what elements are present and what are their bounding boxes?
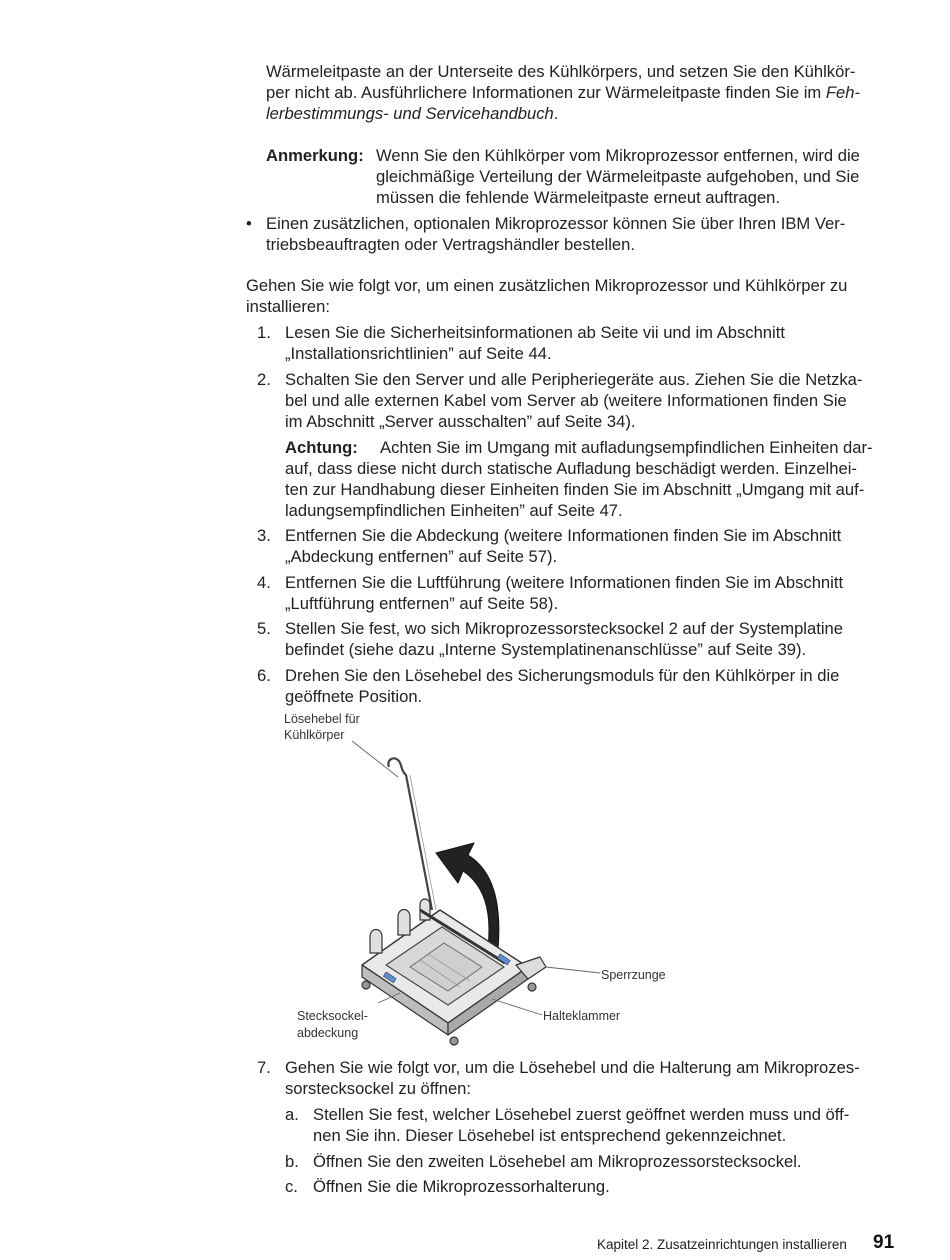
release-lever-rod xyxy=(388,758,432,910)
clip-leader-line xyxy=(492,999,542,1015)
note-line-3: müssen die fehlende Wärmeleitpaste erneut auftragen. xyxy=(376,188,781,207)
label-clip: Halteklammer xyxy=(543,1009,621,1023)
step-1-number: 1. xyxy=(257,323,271,342)
step-6-line-1: Drehen Sie den Lösehebel des Sicherungsmoduls für den Kühlkörper in die xyxy=(285,666,840,685)
label-lever-line-1: Lösehebel für xyxy=(284,712,360,726)
attention-line-3: ten zur Handhabung dieser Einheiten finden Sie im Abschnitt „Umgang mit auf- xyxy=(285,480,865,499)
step-7-number: 7. xyxy=(257,1058,271,1077)
intro-line-3-end: . xyxy=(553,104,559,123)
step-7-line-2: sorstecksockel zu öffnen: xyxy=(285,1079,472,1098)
attention-line-1: Achten Sie im Umgang mit aufladungsempfindlichen Einheiten dar- xyxy=(380,438,873,457)
substep-c-line-1: Öffnen Sie die Mikroprozessorhalterung. xyxy=(313,1177,610,1196)
page-number: 91 xyxy=(873,1232,895,1253)
step-2-line-3: im Abschnitt „Server ausschalten” auf Seite 34). xyxy=(285,412,636,431)
step-1-line-1: Lesen Sie die Sicherheitsinformationen ab Seite vii und im Abschnitt xyxy=(285,323,785,342)
step-7-line-1: Gehen Sie wie folgt vor, um die Lösehebel und die Halterung am Mikroprozes- xyxy=(285,1058,860,1077)
lead-line-1: Gehen Sie wie folgt vor, um einen zusätzlichen Mikroprozessor und Kühlkörper zu xyxy=(246,276,848,295)
step-2-line-2: bel und alle externen Kabel vom Server ab (weitere Informationen finden Sie xyxy=(285,391,847,410)
intro-line-3 xyxy=(266,103,558,124)
substep-c-letter: c. xyxy=(285,1177,298,1196)
step-4-number: 4. xyxy=(257,573,271,592)
step-2-line-1: Schalten Sie den Server und alle Peripheriegeräte aus. Ziehen Sie die Netzka- xyxy=(285,370,863,389)
substep-b-letter: b. xyxy=(285,1152,299,1171)
substep-a-letter: a. xyxy=(285,1105,299,1124)
intro-line-2 xyxy=(266,82,860,103)
note-label: Anmerkung: xyxy=(266,146,364,165)
bullet-line-2: triebsbeauftragten oder Vertragshändler bestellen. xyxy=(266,235,635,254)
note-line-2: gleichmäßige Verteilung der Wärmeleitpaste aufgehoben, und Sie xyxy=(376,167,860,186)
attention-label: Achtung: xyxy=(285,438,358,457)
step-4-line-2: „Luftführung entfernen” auf Seite 58). xyxy=(285,594,559,613)
intro-line-2-italic: Feh- xyxy=(825,83,860,102)
step-2-number: 2. xyxy=(257,370,271,389)
attention-line-4: ladungsempfindlichen Einheiten” auf Seite 47. xyxy=(285,501,623,520)
step-4-line-1: Entfernen Sie die Luftführung (weitere Informationen finden Sie im Abschnitt xyxy=(285,573,844,592)
step-5-number: 5. xyxy=(257,619,271,638)
attention-line-2: auf, dass diese nicht durch statische Aufladung beschädigt werden. Einzelhei- xyxy=(285,459,857,478)
substep-b-line-1: Öffnen Sie den zweiten Lösehebel am Mikroprozessorstecksockel. xyxy=(313,1152,802,1171)
label-cover-line-1: Stecksockel- xyxy=(297,1009,368,1023)
substep-a-line-2: nen Sie ihn. Dieser Lösehebel ist entsprechend gekennzeichnet. xyxy=(313,1126,787,1145)
step-3-line-1: Entfernen Sie die Abdeckung (weitere Informationen finden Sie im Abschnitt xyxy=(285,526,842,545)
substep-a-line-1: Stellen Sie fest, welcher Lösehebel zuerst geöffnet werden muss und öff- xyxy=(313,1105,850,1124)
intro-line-2-text: per nicht ab. Ausführlichere Informationen zur Wärmeleitpaste finden Sie im xyxy=(266,83,826,102)
note-line-1: Wenn Sie den Kühlkörper vom Mikroprozessor entfernen, wird die xyxy=(376,146,860,165)
step-6-line-2: geöffnete Position. xyxy=(285,687,423,706)
manual-title: lerbestimmungs- und Servicehandbuch xyxy=(266,104,554,123)
bullet-symbol: • xyxy=(246,214,252,233)
step-5-line-2: befindet (siehe dazu „Interne Systemplatinenanschlüsse” auf Seite 39). xyxy=(285,640,807,659)
step-5-line-1: Stellen Sie fest, wo sich Mikroprozessorstecksockel 2 auf der Systemplatine xyxy=(285,619,843,638)
label-cover-line-2: abdeckung xyxy=(297,1026,359,1040)
socket-illustration xyxy=(270,705,690,1050)
footer-chapter: Kapitel 2. Zusatzeinrichtungen installieren xyxy=(597,1237,847,1252)
label-tongue: Sperrzunge xyxy=(601,968,666,982)
intro-line-1: Wärmeleitpaste an der Unterseite des Kühlkörpers, und setzen Sie den Kühlkör- xyxy=(266,62,856,81)
step-3-number: 3. xyxy=(257,526,271,545)
tongue-leader-line xyxy=(546,967,600,973)
label-lever-line-2: Kühlkörper xyxy=(284,728,345,742)
step-3-line-2: „Abdeckung entfernen” auf Seite 57). xyxy=(285,547,558,566)
bullet-line-1: Einen zusätzlichen, optionalen Mikroprozessor können Sie über Ihren IBM Ver- xyxy=(266,214,846,233)
step-1-line-2: „Installationsrichtlinien” auf Seite 44. xyxy=(285,344,552,363)
step-6-number: 6. xyxy=(257,666,271,685)
lead-line-2: installieren: xyxy=(246,297,330,316)
